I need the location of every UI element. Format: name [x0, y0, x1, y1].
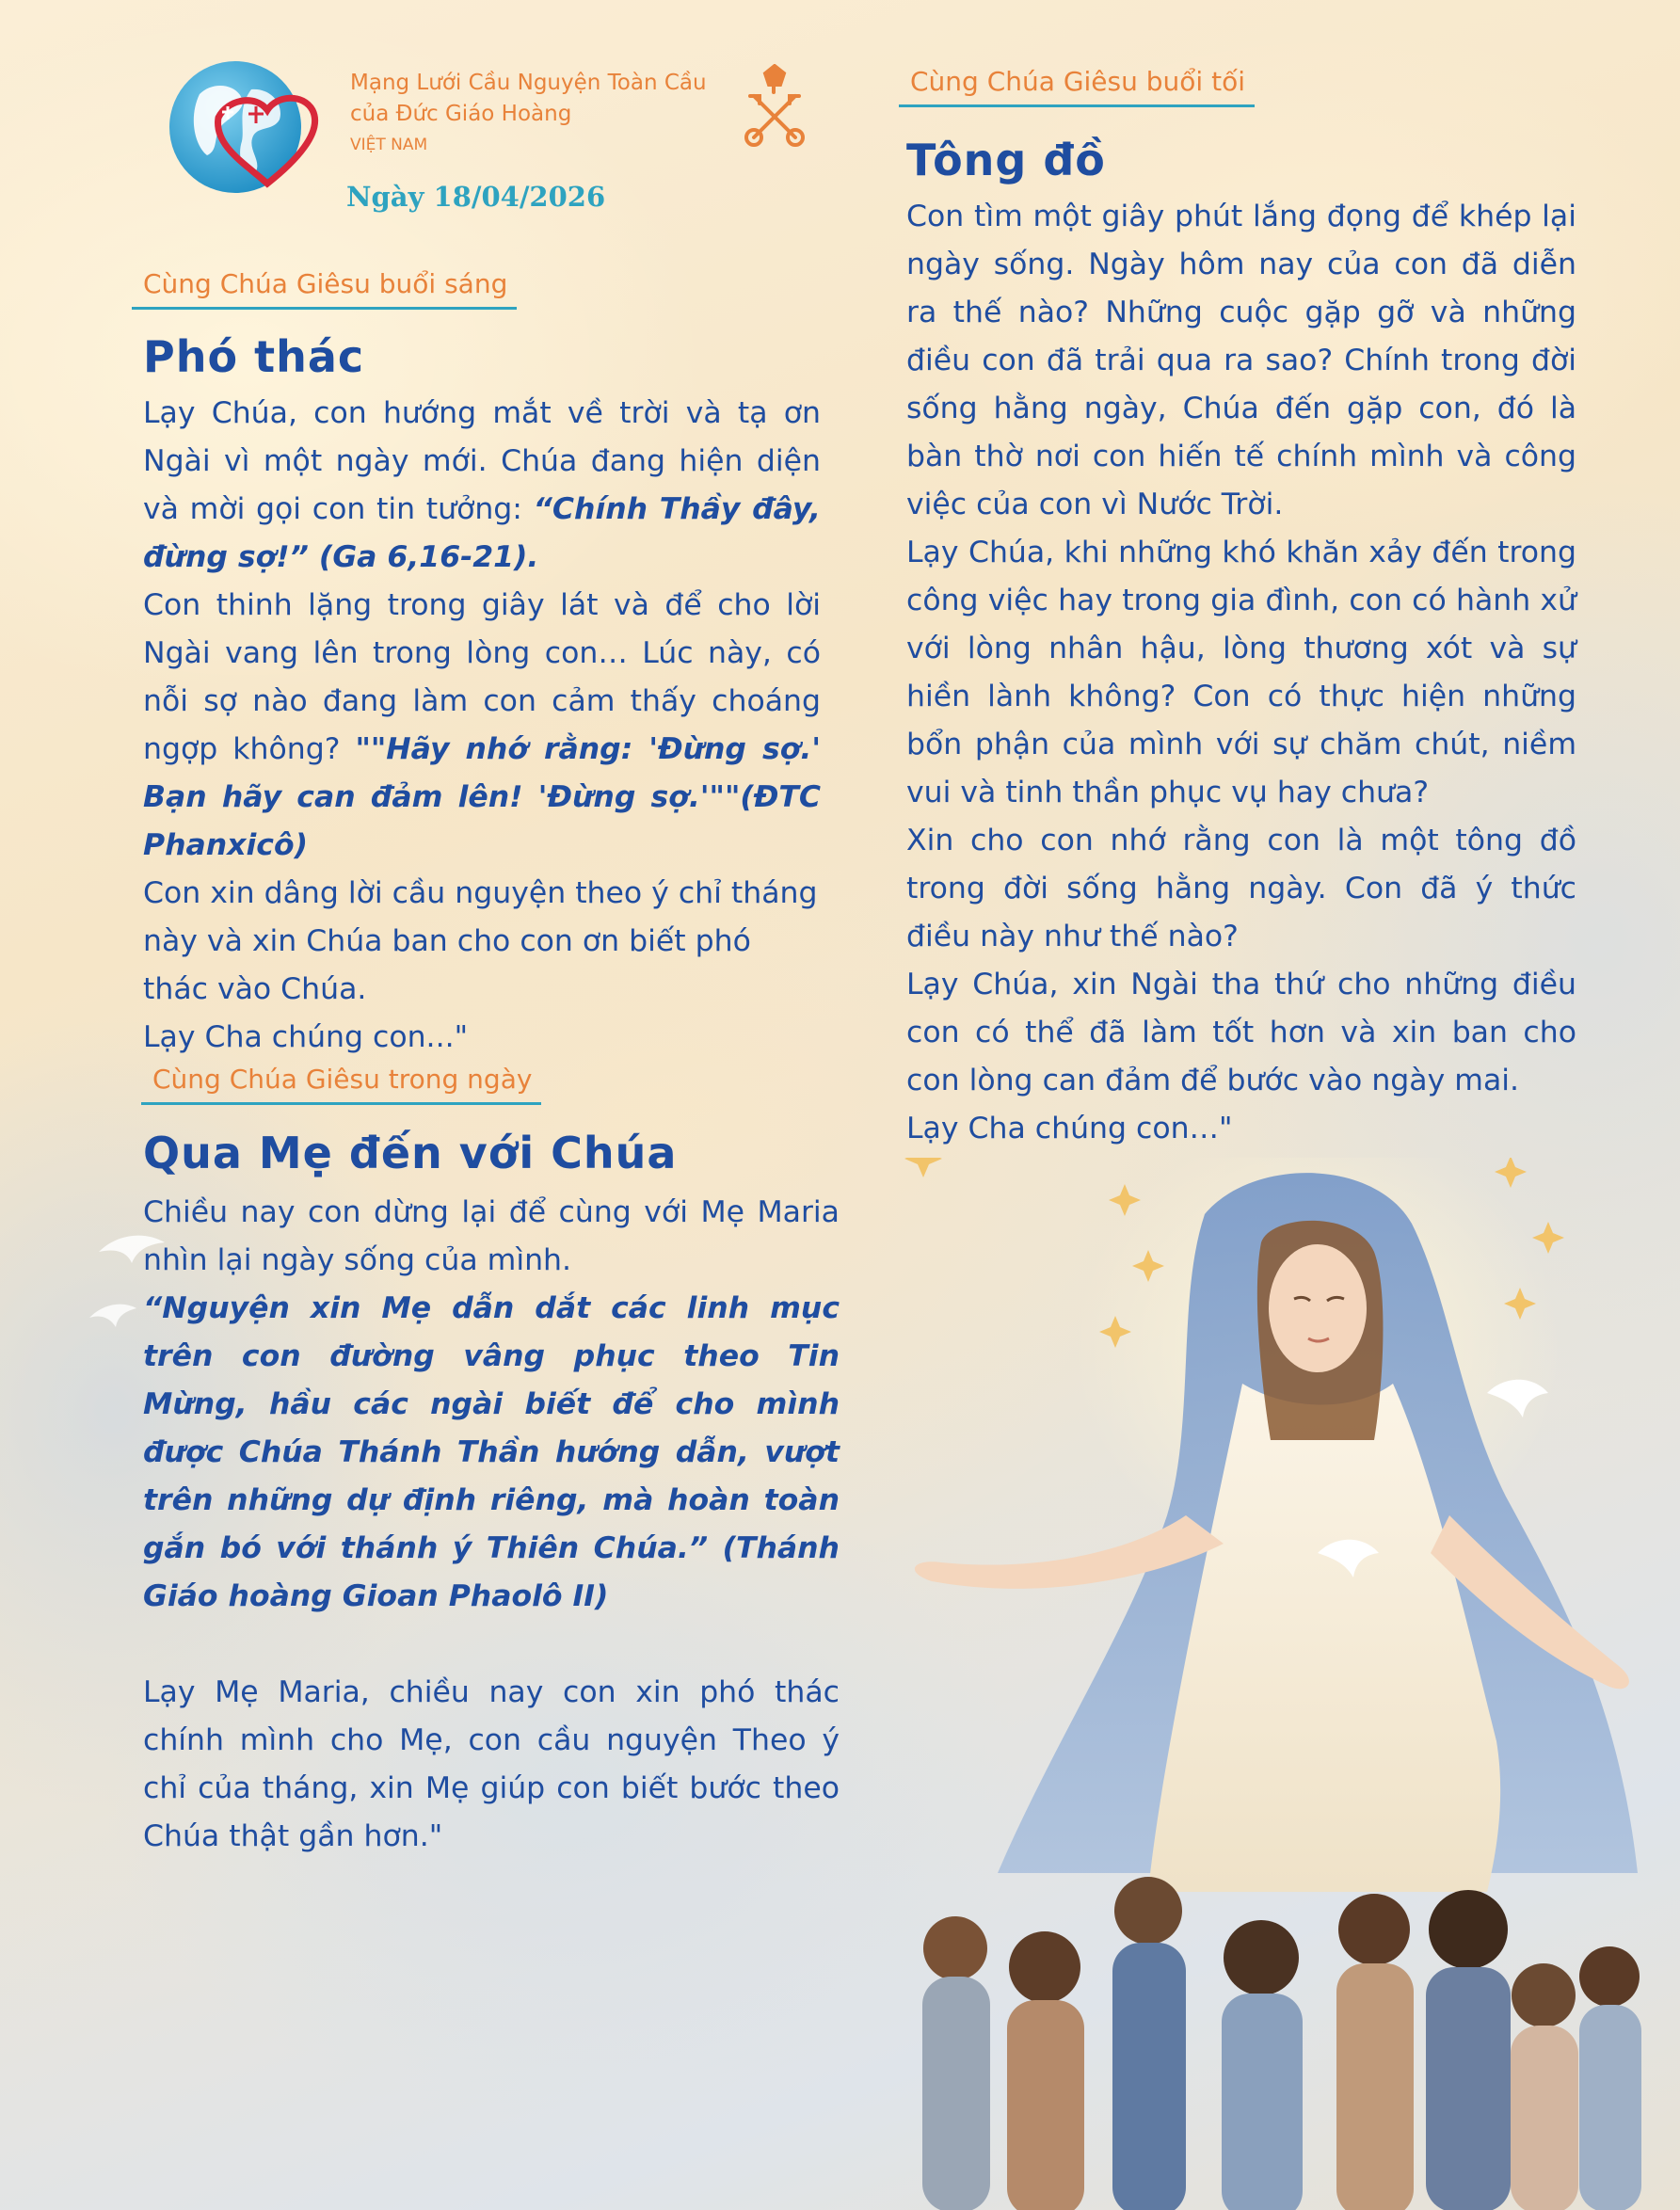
evening-paragraph-1: Con tìm một giây phút lắng đọng để khép lại ngày sống. Ngày hôm nay của con đã diễn ra thế nào? Những cuộc gặp gỡ và những điều con đã trải qua ra sao? Chính trong đời sống hằng ngày, Chúa đến gặp con, đó là bàn thờ nơi con hiến tế chính mình và công việc của con vì Nước Trời.: [906, 200, 1576, 521]
evening-paragraph-4: Lạy Chúa, xin Ngài tha thứ cho những điều con có thể đã làm tốt hơn và xin ban cho con lòng can đảm để bước vào ngày mai.: [906, 968, 1576, 1097]
evening-title: Tông đồ: [906, 135, 1106, 185]
day-section-label: Cùng Chúa Giêsu trong ngày: [141, 1064, 541, 1105]
dove-illustration: [80, 1214, 193, 1355]
mary-with-children-illustration: [847, 1158, 1680, 2210]
papal-keys-icon: [739, 64, 809, 149]
evening-paragraph-3: Xin cho con nhớ rằng con là một tông đồ trong đời sống hằng ngày. Con đã ý thức điều này như thế nào?: [906, 824, 1576, 953]
morning-p1-quote: “Chính Thầy đây, đừng sợ!” (Ga 6,16-21).: [143, 492, 821, 574]
evening-paragraph-2: Lạy Chúa, khi những khó khăn xảy đến trong công việc hay trong gia đình, con có hành xử với lòng nhân hậu, lòng thương xót và sự hiền lành không? Con có thực hiện những bổn phận của mình với sự chăm chút, niềm vui và tinh thần phục vụ hay chưa?: [906, 536, 1576, 809]
morning-title: Phó thác: [143, 331, 365, 382]
morning-section-label: Cùng Chúa Giêsu buổi sáng: [132, 268, 517, 310]
evening-body: [906, 193, 1576, 1153]
prayer-network-logo: [162, 52, 341, 202]
morning-p2-text: Con thinh lặng trong giây lát và để cho lời Ngài vang lên trong lòng con… Lúc này, có nỗi sợ nào đang làm con cảm thấy choáng ngợp không?: [143, 588, 821, 766]
day-paragraph-1: Chiều nay con dừng lại để cùng với Mẹ Maria nhìn lại ngày sống của mình.: [143, 1195, 840, 1277]
day-title: Qua Mẹ đến với Chúa: [143, 1128, 678, 1178]
morning-paragraph-4: Lạy Cha chúng con...": [143, 1020, 469, 1054]
morning-paragraph-2: [143, 582, 821, 870]
org-name-line1: Mạng Lưới Cầu Nguyện Toàn Cầu: [350, 71, 707, 95]
org-name-line2: của Đức Giáo Hoàng: [350, 102, 572, 126]
evening-section-label: Cùng Chúa Giêsu buổi tối: [899, 66, 1255, 107]
morning-p1-text: Lạy Chúa, con hướng mắt về trời và tạ ơn Ngài vì một ngày mới. Chúa đang hiện diện và mời gọi con tin tưởng:: [143, 396, 821, 526]
organization-name: [350, 68, 727, 130]
morning-paragraph-1: [143, 390, 821, 582]
date: Ngày 18/04/2026: [346, 181, 606, 213]
organization-country: VIỆT NAM: [350, 136, 428, 154]
morning-paragraph-3: Con xin dâng lời cầu nguyện theo ý chỉ tháng này và xin Chúa ban cho con ơn biết phó thác vào Chúa.: [143, 876, 818, 1006]
evening-paragraph-5: Lạy Cha chúng con…": [906, 1112, 1233, 1145]
day-body: [143, 1189, 840, 1861]
day-paragraph-3: Lạy Mẹ Maria, chiều nay con xin phó thác chính mình cho Mẹ, con cầu nguyện Theo ý chỉ của tháng, xin Mẹ giúp con biết bước theo Chúa thật gần hơn.": [143, 1675, 840, 1853]
morning-body: [143, 390, 821, 1062]
morning-p2-quote: ""Hãy nhớ rằng: 'Đừng sợ.' Bạn hãy can đảm lên! 'Đừng sợ.'""(ĐTC Phanxicô): [143, 732, 821, 862]
day-paragraph-2-quote: “Nguyện xin Mẹ dẫn dắt các linh mục trên con đường vâng phục theo Tin Mừng, hầu các ngài biết để cho mình được Chúa Thánh Thần hướng dẫn, vượt trên những dự định riêng, mà hoàn toàn gắn bó với thánh ý Thiên Chúa.” (Thánh Giáo hoàng Gioan Phaolô II): [143, 1291, 840, 1613]
